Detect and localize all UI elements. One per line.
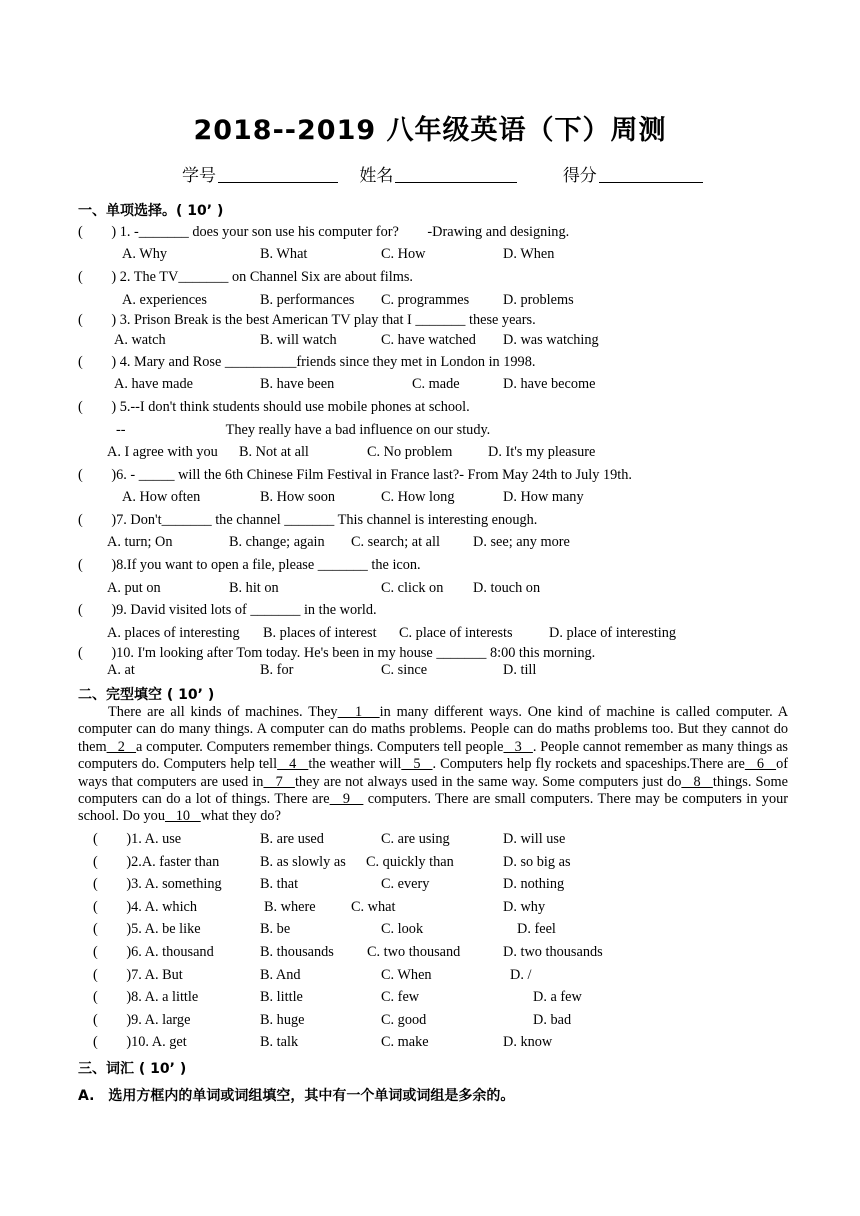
option-b: B. little: [260, 989, 303, 1006]
option-b: B. for: [260, 662, 294, 678]
option-d: D. nothing: [503, 876, 565, 893]
blank-number[interactable]: 8: [681, 773, 713, 790]
option-a: A. watch: [114, 332, 166, 348]
passage-text: computers. There are small computers. There may be computers in your school. Do you: [78, 791, 789, 825]
blank-number[interactable]: 5: [401, 756, 433, 773]
section-heading: 一、单项选择。( 10’ ): [78, 203, 224, 219]
option-b: B. performances: [260, 292, 355, 308]
option-b: B. And: [260, 966, 301, 983]
cloze-question: ( )10. A. get: [93, 1034, 187, 1051]
option-c: C. programmes: [381, 292, 470, 308]
option-b: B. will watch: [260, 332, 337, 348]
option-c: C. every: [381, 876, 430, 893]
student-info-line: [182, 161, 703, 186]
option-b: B. places of interest: [263, 625, 377, 641]
cloze-question: ( )1. A. use: [93, 831, 182, 847]
option-c: C. click on: [381, 580, 444, 596]
blank-number[interactable]: 2: [106, 738, 137, 755]
blank-number[interactable]: 9: [329, 791, 364, 808]
question-stem: ( )7. Don't_______ the channel _______ This channel is interesting enough.: [78, 512, 538, 528]
option-c: C. When: [381, 966, 432, 983]
option-b: B. talk: [260, 1034, 299, 1051]
question-stem: ( )10. I'm looking after Tom today. He's been in my house _______ 8:00 this morning.: [78, 645, 596, 661]
option-d: D. When: [503, 246, 555, 262]
question-stem: ( ) 1. -_______ does your son use his computer for? -Drawing and designing.: [78, 224, 570, 240]
option-b: B. that: [260, 876, 299, 893]
name-label: 姓名: [359, 166, 394, 186]
option-d: D. till: [503, 662, 537, 678]
option-c: C. made: [412, 376, 460, 392]
option-d: D. How many: [503, 489, 584, 505]
passage-text: they are not always used in the same way. Some computers just do: [294, 773, 682, 790]
blank-number[interactable]: 3: [503, 738, 533, 755]
cloze-question: ( )4. A. which: [93, 898, 198, 915]
option-c: C. make: [381, 1034, 429, 1051]
passage-text: of ways that computers are used in: [78, 756, 788, 790]
option-b: B. as slowly as: [260, 853, 346, 870]
question-stem: ( ) 2. The TV_______ on Channel Six are about films.: [78, 269, 414, 285]
option-b: B. be: [260, 921, 291, 938]
passage-text: . Computers help fly rockets and spaceships.There are: [432, 756, 745, 773]
option-b: B. huge: [260, 1011, 305, 1028]
score-blank[interactable]: [599, 166, 703, 183]
option-d: D. It's my pleasure: [488, 444, 596, 460]
cloze-question: ( )7. A. But: [93, 966, 183, 983]
question-stem-line2: -- They really have a bad influence on our study.: [116, 422, 491, 438]
question-stem: ( ) 4. Mary and Rose __________friends since they met in London in 1998.: [78, 354, 536, 370]
option-c: C. place of interests: [399, 625, 513, 641]
option-c: C. few: [381, 989, 420, 1006]
option-d: D. have become: [503, 376, 596, 392]
option-a: A. Why: [122, 246, 168, 262]
option-c: C. are using: [381, 831, 450, 847]
section-heading: 二、完型填空 ( 10’ ): [78, 687, 215, 703]
question-stem: ( ) 5.--I don't think students should use mobile phones at school.: [78, 399, 470, 415]
option-a: A. turn; On: [107, 534, 173, 550]
question-stem: ( )8.If you want to open a file, please _______ the icon.: [78, 557, 421, 573]
cloze-question: ( )2.A. faster than: [93, 853, 220, 870]
option-b: B. thousands: [260, 944, 334, 960]
option-b: B. Not at all: [239, 444, 309, 460]
option-b: B. hit on: [229, 580, 279, 596]
option-d: D. feel: [517, 921, 556, 938]
option-c: C. quickly than: [366, 853, 454, 870]
option-a: A. How often: [122, 489, 201, 505]
cloze-question: ( )6. A. thousand: [93, 944, 214, 960]
blank-number[interactable]: 10: [164, 808, 201, 825]
student-no-label: 学号: [182, 166, 216, 186]
passage-text: a computer. Computers remember things. Computers tell people: [136, 738, 504, 755]
option-d: D. problems: [503, 292, 574, 308]
option-a: A. put on: [107, 580, 161, 596]
option-d: D. two thousands: [503, 944, 603, 960]
option-b: B. are used: [260, 831, 324, 847]
option-b: B. have been: [260, 376, 335, 392]
cloze-question: ( )5. A. be like: [93, 921, 201, 938]
vocabulary-instruction: A. 选用方框内的单词或词组填空，其中有一个单词或词组是多余的。: [78, 1088, 515, 1104]
option-a: A. places of interesting: [107, 625, 240, 641]
option-a: A. have made: [114, 376, 193, 392]
option-a: A. I agree with you: [107, 444, 218, 460]
option-d: D. see; any more: [473, 534, 570, 550]
option-d: D. a few: [533, 989, 582, 1006]
cloze-question: ( )3. A. something: [93, 876, 222, 893]
blank-number[interactable]: 1: [337, 704, 380, 720]
option-c: C. search; at all: [351, 534, 440, 550]
question-stem: ( )6. - _____ will the 6th Chinese Film Festival in France last?- From May 24th to July 19th.: [78, 467, 632, 483]
option-d: D. was watching: [503, 332, 599, 348]
option-d: D. so big as: [503, 853, 571, 870]
option-c: C. How: [381, 246, 426, 262]
student-no-blank[interactable]: [218, 166, 338, 183]
passage-text: . People cannot remember as many things as computers do. Computers help tell: [78, 738, 788, 773]
option-d: D. will use: [503, 831, 566, 847]
passage-text: the weather will: [308, 756, 402, 773]
option-b: B. change; again: [229, 534, 325, 550]
option-d: D. touch on: [473, 580, 541, 596]
option-d: D. place of interesting: [549, 625, 677, 641]
score-label: 得分: [562, 166, 597, 186]
option-c: C. How long: [381, 489, 455, 505]
option-b: B. where: [264, 898, 316, 915]
option-c: C. look: [381, 921, 424, 938]
option-c: C. two thousand: [367, 944, 461, 960]
cloze-question: ( )8. A. a little: [93, 989, 199, 1006]
option-a: A. experiences: [122, 292, 207, 308]
passage-text: in many different ways. One kind of machine is called computer. A computer can do many things. A computer can do maths problems. People can do maths problems too. But they cannot do them: [78, 704, 789, 755]
passage-text: things. Some computers can do a lot of things. There are: [78, 773, 789, 808]
passage-text: what they do?: [200, 808, 281, 825]
option-b: B. What: [260, 246, 308, 262]
option-a: A. at: [107, 662, 135, 678]
option-d: D. why: [503, 898, 546, 915]
option-c: C. what: [351, 898, 396, 915]
name-blank[interactable]: [395, 166, 517, 183]
option-b: B. How soon: [260, 489, 336, 505]
blank-number[interactable]: 7: [263, 773, 295, 790]
option-d: D. know: [503, 1034, 553, 1051]
blank-number[interactable]: 4: [277, 756, 309, 773]
passage-text: There are all kinds of machines. They: [108, 704, 338, 720]
option-c: C. good: [381, 1011, 427, 1028]
question-stem: ( ) 3. Prison Break is the best American TV play that I _______ these years.: [78, 312, 536, 328]
section-heading: 三、词汇 ( 10’ ): [78, 1061, 187, 1077]
cloze-passage: [78, 704, 788, 826]
option-c: C. since: [381, 662, 428, 678]
cloze-question: ( )9. A. large: [93, 1011, 191, 1028]
blank-number[interactable]: 6: [744, 756, 777, 773]
option-d: D. /: [510, 966, 532, 983]
question-stem: ( )9. David visited lots of _______ in the world.: [78, 602, 377, 618]
option-c: C. No problem: [367, 444, 453, 460]
option-c: C. have watched: [381, 332, 476, 348]
option-d: D. bad: [533, 1011, 572, 1028]
page-title: 2018--2019 八年级英语（下）周测: [193, 115, 667, 146]
